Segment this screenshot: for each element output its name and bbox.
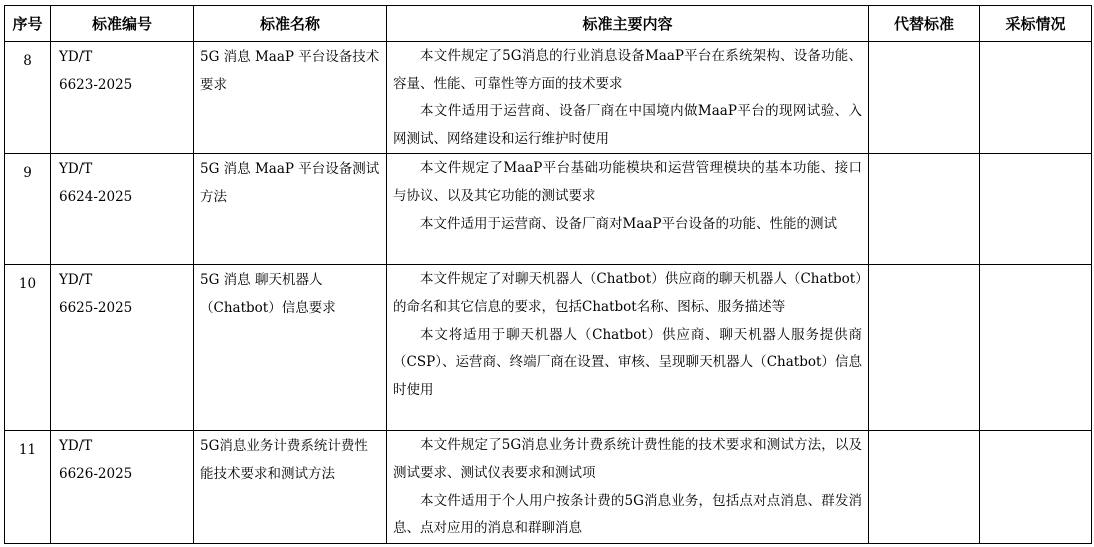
row-name: 5G消息业务计费系统计费性能技术要求和测试方法 bbox=[194, 431, 387, 543]
header-replace: 代替标准 bbox=[869, 6, 980, 42]
row-content bbox=[387, 431, 869, 543]
row-code bbox=[51, 265, 194, 431]
row-replace bbox=[869, 42, 980, 154]
content-paragraph: 本文件适用于运营商、设备厂商在中国境内做MaaP平台的现网试验、入网测试、网络建设和运行维护时使用 bbox=[393, 103, 862, 147]
content-paragraph: 本文件规定了对聊天机器人（Chatbot）供应商的聊天机器人（Chatbot）的命名和其它信息的要求，包括Chatbot名称、图标、服务描述等 bbox=[393, 271, 862, 315]
row-name: 5G 消息 MaaP 平台设备测试方法 bbox=[194, 154, 387, 265]
code-line-1: YD/T bbox=[59, 438, 93, 455]
row-replace bbox=[869, 265, 980, 431]
row-seq: 10 bbox=[5, 265, 51, 431]
row-adopt bbox=[980, 265, 1092, 431]
header-row bbox=[5, 6, 1092, 42]
header-code: 标准编号 bbox=[51, 6, 194, 42]
table-row bbox=[5, 154, 1092, 265]
row-seq: 8 bbox=[5, 42, 51, 154]
row-code bbox=[51, 42, 194, 154]
row-adopt bbox=[980, 431, 1092, 543]
row-code bbox=[51, 154, 194, 265]
row-seq: 9 bbox=[5, 154, 51, 265]
row-adopt bbox=[980, 154, 1092, 265]
standards-table bbox=[4, 5, 1092, 544]
row-content bbox=[387, 265, 869, 431]
row-seq: 11 bbox=[5, 431, 51, 543]
row-content bbox=[387, 42, 869, 154]
code-line-2: 6624-2025 bbox=[59, 189, 133, 206]
content-paragraph: 本文件规定了MaaP平台基础功能模块和运营管理模块的基本功能、接口与协议、以及其它功能的测试要求 bbox=[393, 160, 862, 204]
code-line-1: YD/T bbox=[59, 49, 93, 65]
header-name: 标准名称 bbox=[194, 6, 387, 42]
row-adopt bbox=[980, 42, 1092, 154]
table-row bbox=[5, 42, 1092, 154]
header-adopt: 采标情况 bbox=[980, 6, 1092, 42]
code-line-2: 6625-2025 bbox=[59, 300, 133, 317]
row-code bbox=[51, 431, 194, 543]
code-line-1: YD/T bbox=[59, 161, 93, 178]
code-line-1: YD/T bbox=[59, 272, 93, 289]
content-paragraph: 本文件适用于运营商、设备厂商对MaaP平台设备的功能、性能的测试 bbox=[420, 215, 838, 232]
header-seq: 序号 bbox=[5, 6, 51, 42]
row-replace bbox=[869, 431, 980, 543]
content-paragraph: 本文件规定了5G消息业务计费系统计费性能的技术要求和测试方法，以及测试要求、测试仪表要求和测试项 bbox=[393, 437, 862, 481]
row-replace bbox=[869, 154, 980, 265]
row-name: 5G 消息 聊天机器人（Chatbot）信息要求 bbox=[194, 265, 387, 431]
code-line-2: 6623-2025 bbox=[59, 77, 133, 93]
code-line-2: 6626-2025 bbox=[59, 466, 133, 483]
row-content bbox=[387, 154, 869, 265]
content-paragraph: 本文件适用于个人用户按条计费的5G消息业务，包括点对点消息、群发消息、点对应用的消息和群聊消息 bbox=[393, 492, 862, 537]
table-row bbox=[5, 265, 1092, 431]
table-row bbox=[5, 431, 1092, 543]
content-paragraph: 本文件规定了5G消息的行业消息设备MaaP平台在系统架构、设备功能、容量、性能、可靠性等方面的技术要求 bbox=[393, 48, 862, 92]
header-content: 标准主要内容 bbox=[387, 6, 869, 42]
content-paragraph: 本文将适用于聊天机器人（Chatbot）供应商、聊天机器人服务提供商（CSP）、运营商、终端厂商在设置、审核、呈现聊天机器人（Chatbot）信息时使用 bbox=[393, 326, 862, 398]
row-name: 5G 消息 MaaP 平台设备技术要求 bbox=[194, 42, 387, 154]
